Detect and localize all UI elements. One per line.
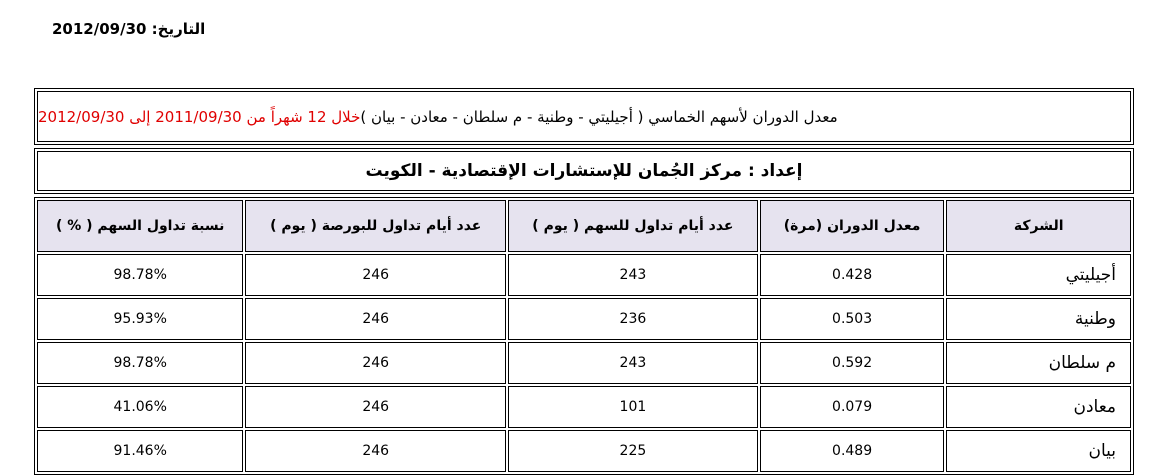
cell-exchange-days: 246 <box>245 342 506 384</box>
title-period: خلال 12 شهراً من 2011/09/30 إلى 2012/09/30 <box>38 107 361 126</box>
cell-exchange-days: 246 <box>245 430 506 472</box>
turnover-table <box>34 197 1134 475</box>
cell-stock-days: 236 <box>508 298 758 340</box>
cell-turnover: 0.592 <box>760 342 945 384</box>
cell-ratio: 41.06% <box>37 386 243 428</box>
cell-exchange-days: 246 <box>245 298 506 340</box>
table-row <box>37 342 1131 384</box>
cell-stock-days: 225 <box>508 430 758 472</box>
header-stock-days: عدد أيام تداول للسهم ( يوم ) <box>508 200 758 252</box>
table-header-row <box>37 200 1131 252</box>
cell-ratio: 91.46% <box>37 430 243 472</box>
cell-company: بيان <box>946 430 1131 472</box>
cell-turnover: 0.428 <box>760 254 945 296</box>
report-date: التاريخ: 2012/09/30 <box>52 20 206 38</box>
cell-ratio: 95.93% <box>37 298 243 340</box>
table-row <box>37 386 1131 428</box>
cell-exchange-days: 246 <box>245 254 506 296</box>
cell-stock-days: 243 <box>508 342 758 384</box>
cell-company: وطنية <box>946 298 1131 340</box>
cell-turnover: 0.503 <box>760 298 945 340</box>
prepared-by: إعداد : مركز الجُمان للإستشارات الإقتصادية - الكويت <box>37 151 1131 191</box>
header-exchange-days: عدد أيام تداول للبورصة ( يوم ) <box>245 200 506 252</box>
cell-company: معادن <box>946 386 1131 428</box>
cell-turnover: 0.079 <box>760 386 945 428</box>
report-title <box>37 91 1131 142</box>
table-row <box>37 254 1131 296</box>
header-turnover: معدل الدوران (مرة) <box>760 200 945 252</box>
cell-ratio: 98.78% <box>37 342 243 384</box>
cell-turnover: 0.489 <box>760 430 945 472</box>
title-text: معدل الدوران لأسهم الخماسي ( أجيليتي - وطنية - م سلطان - معادن - بيان ) <box>360 107 838 126</box>
cell-company: م سلطان <box>946 342 1131 384</box>
prepared-by-box <box>34 148 1134 194</box>
cell-ratio: 98.78% <box>37 254 243 296</box>
header-ratio: نسبة تداول السهم ( % ) <box>37 200 243 252</box>
table-row <box>37 430 1131 472</box>
table-row <box>37 298 1131 340</box>
cell-exchange-days: 246 <box>245 386 506 428</box>
report-title-box <box>34 88 1134 145</box>
cell-stock-days: 101 <box>508 386 758 428</box>
header-company: الشركة <box>946 200 1131 252</box>
cell-company: أجيليتي <box>946 254 1131 296</box>
cell-stock-days: 243 <box>508 254 758 296</box>
